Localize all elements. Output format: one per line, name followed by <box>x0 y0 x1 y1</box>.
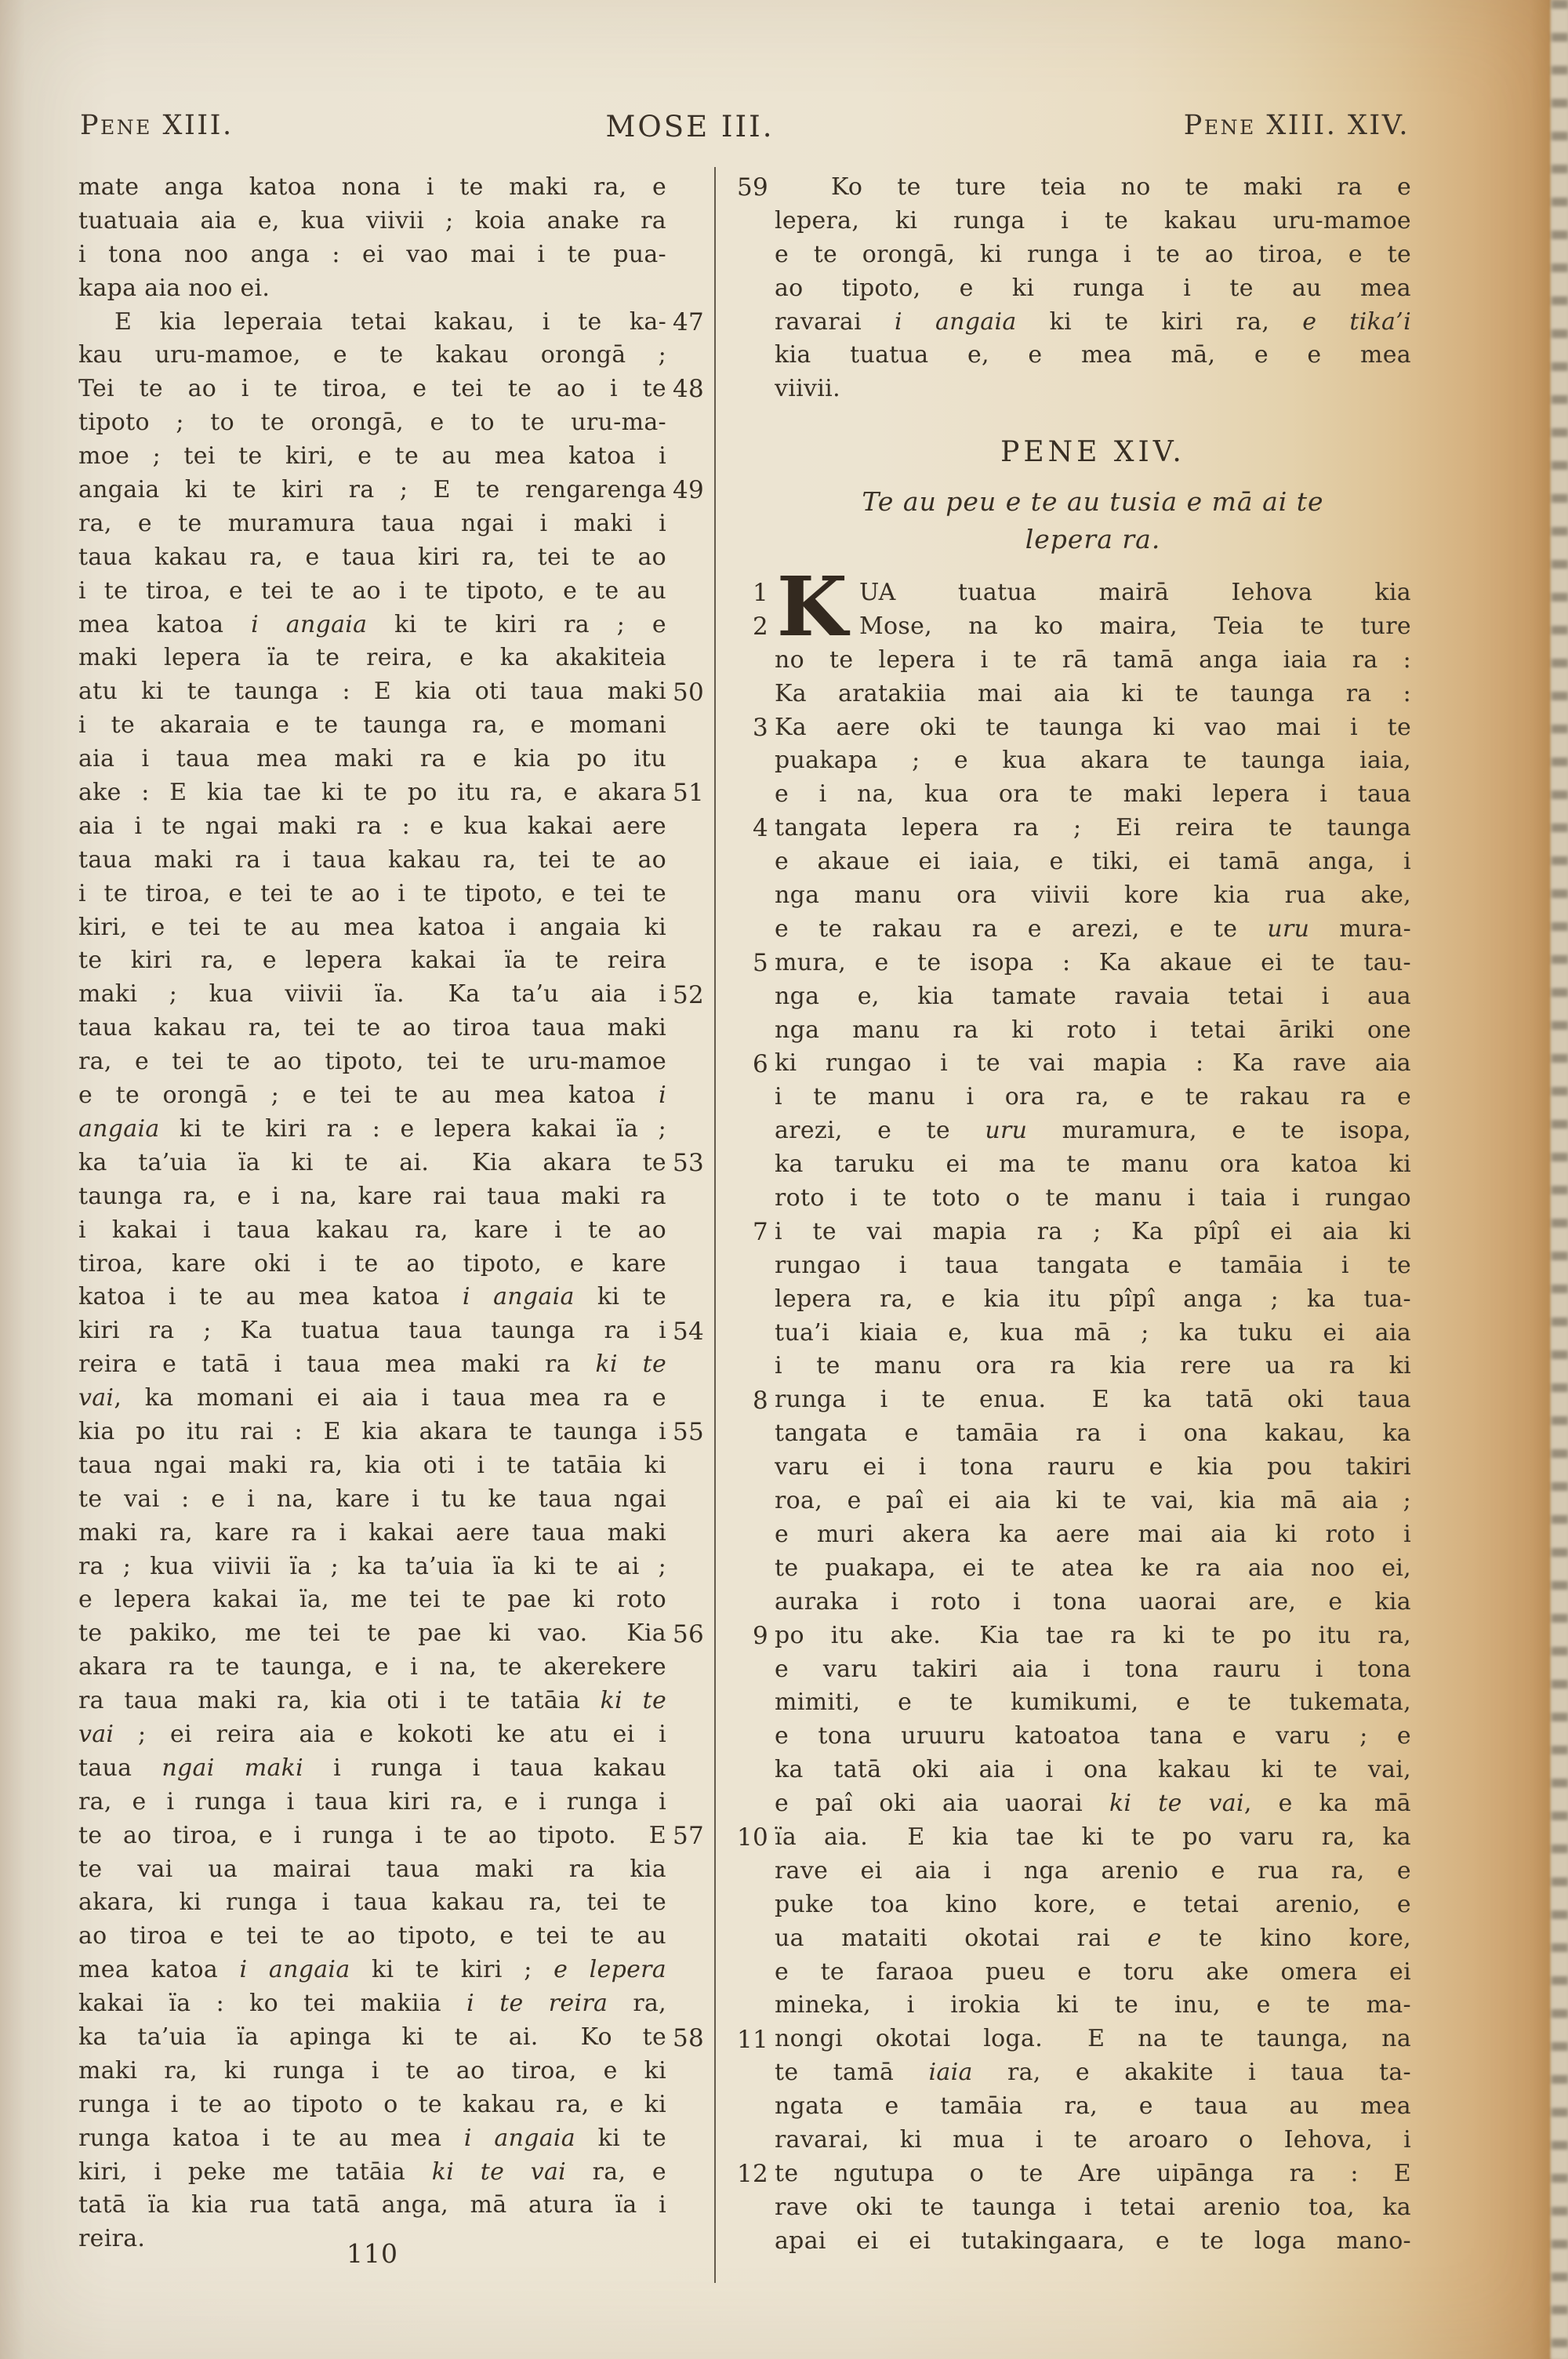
text-line: angaia ki te kiri ra : e lepera kakai ïa ; <box>78 1114 666 1143</box>
text-line: nga e, kia tamate ravaia tetai i aua <box>775 982 1411 1010</box>
text-line: ravarai, ki mua i te aroaro o Iehova, i <box>775 2125 1411 2154</box>
text-line: kia po itu rai : E kia akara te taunga i <box>78 1417 666 1445</box>
text-line: kia tuatua e, e mea mā, e e mea <box>775 341 1411 369</box>
text-line: kakai ïa : ko tei makiia i te reira ra, <box>78 1990 666 2018</box>
text-line: i te akaraia e te taunga ra, e momani <box>78 711 666 740</box>
text-line: e varu takiri aia i tona rauru i tona <box>775 1655 1411 1683</box>
text-line: e te orongā ; e tei te au mea katoa i <box>78 1081 666 1110</box>
text-line: ïa aia. E kia tae ki te po varu ra, ka <box>775 1823 1411 1851</box>
text-line: vai, ka momani ei aia i taua mea ra e <box>78 1384 666 1412</box>
text-line: mea katoa i angaia ki te kiri ; e lepera <box>78 1956 666 1984</box>
text-line: ra, e te muramura taua ngai i maki i <box>78 509 666 537</box>
text-line: tatā ïa kia rua tatā anga, mā atura ïa i <box>78 2191 666 2219</box>
text-line: taunga ra, e i na, kare rai taua maki ra <box>78 1182 666 1210</box>
text-line: kiri, i peke me tatāia ki te vai ra, e <box>78 2157 666 2186</box>
text-line: e te orongā, ki runga i te ao tiroa, e te <box>775 240 1411 268</box>
text-line: nga manu ora viivii kore kia rua ake, <box>775 881 1411 910</box>
text-line: i te manu ora ra kia rere ua ra ki <box>775 1352 1411 1380</box>
text-line: ka taruku ei ma te manu ora katoa ki <box>775 1150 1411 1179</box>
running-head-left: Pene XIII. <box>80 110 234 141</box>
running-head-right: Pene XIII. XIV. <box>1183 110 1410 141</box>
text-line: i te manu i ora ra, e te rakau ra e <box>775 1083 1411 1111</box>
verse-number: 3 <box>752 713 768 742</box>
text-line: tangata e tamāia ra i ona kakau, ka <box>775 1419 1411 1448</box>
text-line: Ko te ture teia no te maki ra e <box>831 173 1411 201</box>
text-line: maki ; kua viivii ïa. Ka ta’u aia i <box>78 980 666 1009</box>
left-column <box>78 171 705 2256</box>
verse-number: 52 <box>673 980 705 1009</box>
chapter-heading: PENE XIV. <box>1000 436 1185 468</box>
text-line: viivii. <box>775 375 840 403</box>
text-line: i kakai i taua kakau ra, kare i te ao <box>78 1216 666 1244</box>
text-line: taua kakau ra, e taua kiri ra, tei te ao <box>78 543 666 571</box>
text-line: te tamā iaia ra, e akakite i taua ta- <box>775 2059 1411 2087</box>
text-line: kiri, e tei te au mea katoa i angaia ki <box>78 913 666 941</box>
verse-number: 53 <box>673 1149 705 1178</box>
text-line: i tona noo anga : ei vao mai i te pua- <box>78 240 666 268</box>
text-line: taua ngai maki ra, kia oti i te tatāia ki <box>78 1451 666 1479</box>
verse-number: 54 <box>673 1317 705 1346</box>
verse-number: 6 <box>752 1049 768 1078</box>
text-line: e te rakau ra e arezi, e te uru mura- <box>775 914 1411 943</box>
verse-number: 56 <box>673 1619 705 1648</box>
verse-number: 7 <box>752 1218 768 1247</box>
text-line: ka ta’uia ïa apinga ki te ai. Ko te <box>78 2023 666 2051</box>
verse-59-paragraph <box>775 171 1411 406</box>
text-line: rave oki te taunga i tetai arenio toa, ka <box>775 2193 1411 2221</box>
text-line: ua mataiti okotai rai e te kino kore, <box>775 1924 1411 1952</box>
text-line: puke toa kino kore, e tetai arenio, e <box>775 1890 1411 1918</box>
text-line: Ka aere oki te taunga ki vao mai i te <box>775 713 1411 741</box>
text-line: e lepera kakai ïa, me tei te pae ki roto <box>78 1586 666 1614</box>
text-line: lepera, ki runga i te kakau uru-mamoe <box>775 206 1411 234</box>
text-line: no te lepera i te rā tamā anga iaia ra : <box>775 645 1411 674</box>
verse-number: 5 <box>752 948 768 977</box>
text-line: mea katoa i angaia ki te kiri ra ; e <box>78 610 666 638</box>
text-line: ake : E kia tae ki te po itu ra, e akara <box>78 779 666 807</box>
verse-number: 47 <box>673 307 705 336</box>
text-line: E kia leperaia tetai kakau, i te ka- <box>114 307 666 336</box>
verse-number: 49 <box>673 476 705 505</box>
chapter-14-text <box>775 558 1411 2259</box>
text-line: akara, ki runga i taua kakau ra, tei te <box>78 1888 666 1917</box>
text-line: e te faraoa pueu e toru ake omera ei <box>775 1957 1411 1986</box>
text-line: po itu ake. Kia tae ra ki te po itu ra, <box>775 1621 1411 1649</box>
text-line: ra, e tei te ao tipoto, tei te uru-mamoe <box>78 1048 666 1076</box>
text-line: nongi okotai loga. E na te taunga, na <box>775 2025 1411 2053</box>
verse-number: 57 <box>673 1822 705 1851</box>
text-line: katoa i te au mea katoa i angaia ki te <box>78 1283 666 1311</box>
text-line: runga i te enua. E ka tatā oki taua <box>775 1386 1411 1414</box>
text-line: mimiti, e te kumikumi, e te tukemata, <box>775 1688 1411 1717</box>
facing-page-edge <box>1552 0 1568 2359</box>
text-line: i te vai mapia ra ; Ka pîpî ei aia ki <box>775 1217 1411 1245</box>
text-line: kau uru-mamoe, e te kakau orongā ; <box>78 341 666 369</box>
text-line: mura, e te isopa : Ka akaue ei te tau- <box>775 948 1411 976</box>
text-line: mate anga katoa nona i te maki ra, e <box>78 173 666 201</box>
text-line: reira e tatā i taua mea maki ra ki te <box>78 1350 666 1379</box>
text-line: kapa aia noo ei. <box>78 274 270 302</box>
column-divider <box>714 167 716 2283</box>
text-line: ka tatā oki aia i ona kakau ki te vai, <box>775 1756 1411 1784</box>
text-line: ngata e tamāia ra, e taua au mea <box>775 2092 1411 2121</box>
text-line: ra ; kua viivii ïa ; ka ta’uia ïa ki te ai ; <box>78 1552 666 1580</box>
text-line: maki lepera ïa te reira, e ka akakiteia <box>78 644 666 672</box>
chapter-subtitle-line-1: Te au peu e te au tusia e mā ai te <box>862 486 1324 517</box>
text-line: ki rungao i te vai mapia : Ka rave aia <box>775 1049 1411 1078</box>
text-line: arezi, e te uru muramura, e te isopa, <box>775 1117 1411 1145</box>
text-line: aia i taua mea maki ra e kia po itu <box>78 745 666 773</box>
text-line: te vai ua mairai taua maki ra kia <box>78 1855 666 1883</box>
text-line: taua maki ra i taua kakau ra, tei te ao <box>78 845 666 874</box>
verse-number: 9 <box>752 1621 768 1650</box>
text-line: UA tuatua mairā Iehova kia <box>859 579 1411 606</box>
text-line: rave ei aia i nga arenio e rua ra, e <box>775 1856 1411 1885</box>
running-head-center: MOSE III. <box>605 110 775 144</box>
verse-number: 51 <box>673 779 705 808</box>
text-line: taua kakau ra, tei te ao tiroa taua maki <box>78 1014 666 1042</box>
text-line: tipoto ; to te orongā, e to te uru-ma- <box>78 409 666 437</box>
text-line: ka ta’uia ïa ki te ai. Kia akara te <box>78 1148 666 1176</box>
text-line: taua ngai maki i runga i taua kakau <box>78 1754 666 1782</box>
text-line: puakapa ; e kua akara te taunga iaia, <box>775 747 1411 775</box>
text-line: apai ei ei tutakingaara, e te loga mano- <box>775 2226 1411 2255</box>
text-line: maki ra, ki runga i te ao tiroa, e ki <box>78 2056 666 2085</box>
verse-number: 55 <box>673 1418 705 1447</box>
text-line: te ngutupa o te Are uipānga ra : E <box>775 2159 1411 2187</box>
drop-cap-initial: K <box>776 558 848 655</box>
verse-number: 2 <box>752 612 768 641</box>
text-line: tuatuaia aia e, kua viivii ; koia anake ra <box>78 206 666 234</box>
text-line: Ka aratakiia mai aia ki te taunga ra : <box>775 679 1411 707</box>
text-line: mineka, i irokia ki te inu, e te ma- <box>775 1991 1411 2019</box>
page-number: 110 <box>347 2238 398 2269</box>
text-line: te puakapa, ei te atea ke ra aia noo ei, <box>775 1554 1411 1582</box>
text-line: roa, e paî ei aia ki te vai, kia mā aia ; <box>775 1487 1411 1515</box>
text-line: e tona uruuru katoatoa tana e varu ; e <box>775 1722 1411 1750</box>
text-line: roto i te toto o te manu i taia i rungao <box>775 1184 1411 1212</box>
text-line: ra taua maki ra, kia oti i te tatāia ki te <box>78 1687 666 1715</box>
verse-number: 8 <box>752 1386 768 1415</box>
verse-number: 50 <box>673 678 705 707</box>
text-line: varu ei i tona rauru e kia pou takiri <box>775 1453 1411 1481</box>
text-line: tangata lepera ra ; Ei reira te taunga <box>775 814 1411 842</box>
right-column <box>736 171 1411 2255</box>
text-line: e muri akera ka aere mai aia ki roto i <box>775 1520 1411 1548</box>
text-line: tua’i kiaia e, kua mā ; ka tuku ei aia <box>775 1318 1411 1347</box>
verse-number: 10 <box>736 1823 768 1852</box>
verse-number: 11 <box>736 2025 768 2054</box>
text-line: maki ra, kare ra i kakai aere taua maki <box>78 1518 666 1547</box>
verse-number: 1 <box>752 579 768 607</box>
text-line: tiroa, kare oki i te ao tipoto, e kare <box>78 1249 666 1278</box>
text-line: runga i te ao tipoto o te kakau ra, e ki <box>78 2090 666 2118</box>
text-line: e akaue ei iaia, e tiki, ei tamā anga, i <box>775 848 1411 876</box>
text-line: vai ; ei reira aia e kokoti ke atu ei i <box>78 1720 666 1748</box>
text-line: rungao i taua tangata e tamāia i te <box>775 1251 1411 1279</box>
text-line: te vai : e i na, kare i tu ke taua ngai <box>78 1485 666 1513</box>
text-line: ra, e i runga i taua kiri ra, e i runga i <box>78 1787 666 1816</box>
chapter-subtitle-line-2: lepera ra. <box>1025 524 1161 554</box>
text-line: Tei te ao i te tiroa, e tei te ao i te <box>78 375 666 403</box>
text-line: moe ; tei te kiri, e te au mea katoa i <box>78 442 666 471</box>
verse-number: 4 <box>752 814 768 843</box>
text-line: i te tiroa, e tei te ao i te tipoto, e te au <box>78 576 666 605</box>
text-line: runga katoa i te au mea i angaia ki te <box>78 2124 666 2152</box>
text-line: i te tiroa, e tei te ao i te tipoto, e tei te <box>78 879 666 907</box>
text-line: e paî oki aia uaorai ki te vai, e ka mā <box>775 1790 1411 1818</box>
text-line: kiri ra ; Ka tuatua taua taunga ra i <box>78 1317 666 1345</box>
text-line: te pakiko, me tei te pae ki vao. Kia <box>78 1619 666 1648</box>
text-line: te ao tiroa, e i runga i te ao tipoto. E <box>78 1821 666 1849</box>
verse-number: 58 <box>673 2023 705 2052</box>
text-line: angaia ki te kiri ra ; E te rengarenga <box>78 476 666 504</box>
text-line: e i na, kua ora te maki lepera i taua <box>775 780 1411 809</box>
text-line: ao tiroa e tei te ao tipoto, e tei te au <box>78 1922 666 1950</box>
text-line: akara ra te taunga, e i na, te akerekere <box>78 1653 666 1681</box>
text-line: auraka i roto i tona uaorai are, e kia <box>775 1587 1411 1616</box>
text-line: te kiri ra, e lepera kakai ïa te reira <box>78 947 666 975</box>
text-line: nga manu ra ki roto i tetai āriki one <box>775 1016 1411 1044</box>
text-line: lepera ra, e kia itu pîpî anga ; ka tua- <box>775 1285 1411 1313</box>
text-line: reira. <box>78 2225 146 2253</box>
text-line: ravarai i angaia ki te kiri ra, e tika’i <box>775 307 1411 336</box>
text-line: aia i te ngai maki ra : e kua kakai aere <box>78 812 666 840</box>
verse-number: 12 <box>736 2160 768 2189</box>
text-line: Mose, na ko maira, Teia te ture <box>859 612 1411 640</box>
verse-number: 48 <box>673 375 705 404</box>
verse-number: 59 <box>736 173 768 202</box>
left-column-text <box>78 171 666 2256</box>
text-line: atu ki te taunga : E kia oti taua maki <box>78 678 666 706</box>
text-line: ao tipoto, e ki runga i te au mea <box>775 274 1411 302</box>
